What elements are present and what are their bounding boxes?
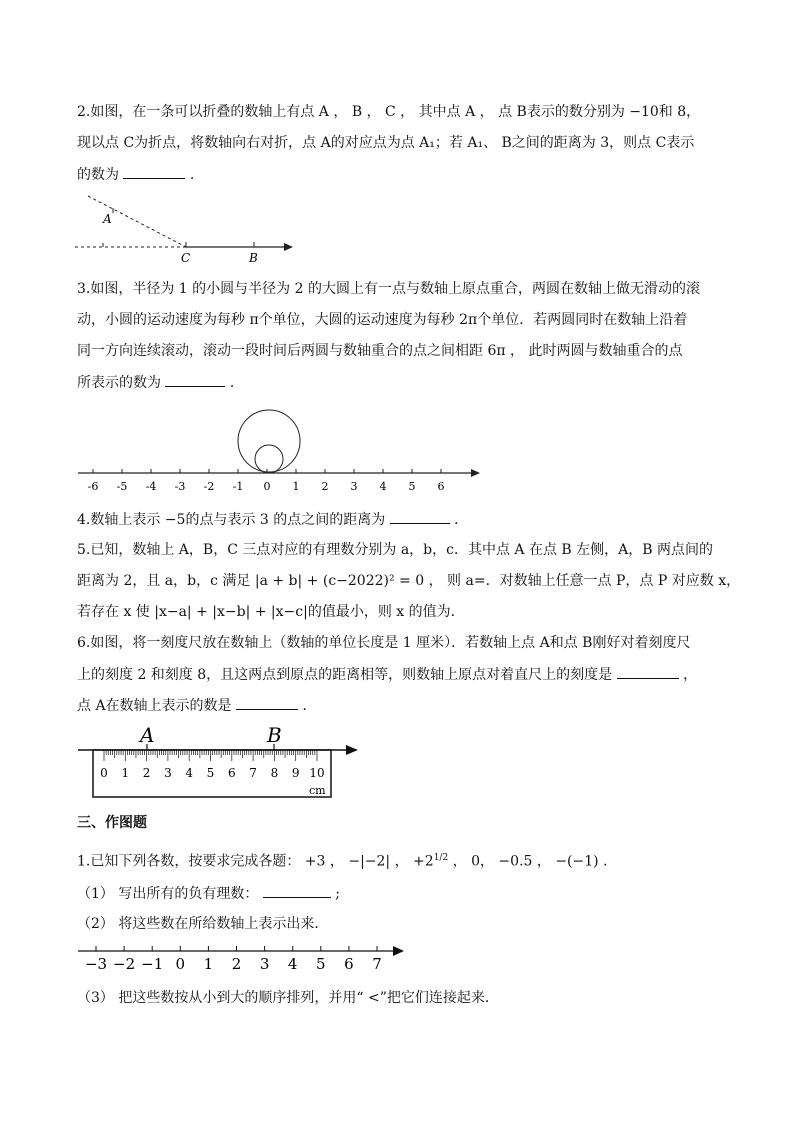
d1-intro-rest: ， 0， −0.5 ， −(−1) ． — [452, 853, 618, 870]
ruler-number: 2 — [142, 766, 151, 780]
ruler-number: 10 — [309, 766, 325, 780]
ruler-number: 4 — [185, 766, 194, 780]
ruler-label-a: A — [140, 723, 155, 747]
q3-line4-suffix: ． — [229, 375, 244, 391]
ruler-number: 9 — [291, 766, 300, 780]
section-title: 三、作图题 — [77, 815, 147, 831]
axis-tick-label: -2 — [203, 480, 215, 493]
ruler-number: 7 — [249, 766, 257, 780]
axis-tick-label: −3 — [84, 955, 108, 973]
q3-line1: 3.如图，半径为 1 的小圆与半径为 2 的大圆上有一点与数轴上原点重合，两圆在数轴上做无滑动的滚 — [77, 281, 700, 297]
d1-part1-suffix: ; — [335, 886, 340, 902]
axis-tick-label: -4 — [145, 480, 157, 493]
axis-tick-label: 5 — [408, 480, 416, 493]
axis-tick-label: -6 — [87, 480, 99, 493]
q2-label-a: A — [103, 212, 112, 226]
q3-line3: 同一方向连续滚动，滚动一段时间后两圆与数轴重合的点之间相距 6π ， 此时两圆与数轴重合的点 — [77, 343, 683, 359]
q6-line1: 6.如图，将一刻度尺放在数轴上（数轴的单位长度是 1 厘米）．若数轴上点 A和点 B刚好对着刻度尺 — [77, 635, 691, 651]
axis-tick-label: 0 — [263, 480, 271, 493]
q2-label-c: C — [181, 251, 191, 265]
ruler-number: 6 — [227, 766, 236, 780]
q6-line2-suffix: ， — [683, 667, 698, 683]
ruler-number: 8 — [270, 766, 279, 780]
d1-part3: （3） 把这些数按从小到大的顺序排列，并用“ <”把它们连接起来． — [77, 990, 499, 1006]
axis-tick-label: 6 — [437, 480, 445, 493]
axis-tick-label: -3 — [174, 480, 186, 493]
q3-line4-prefix: 所表示的数为 — [77, 375, 161, 391]
mixed-fraction: 1/2 — [433, 853, 449, 863]
axis-tick-label: 2 — [321, 480, 329, 493]
axis-tick-label: -1 — [232, 480, 244, 493]
axis-tick-label: 4 — [379, 480, 387, 493]
q6-line2-prefix: 上的刻度 2 和刻度 8，且这两点到原点的距离相等，则数轴上原点对着直尺上的刻度是 — [77, 667, 613, 683]
axis-tick-label: -5 — [116, 480, 128, 493]
ruler-unit: cm — [309, 784, 326, 797]
q2-line3-prefix: 的数为 — [77, 167, 119, 183]
axis-tick-label: 3 — [350, 480, 358, 493]
d1-part1-prefix: （1） 写出所有的负有理数： — [77, 886, 259, 902]
axis-tick-label: 7 — [372, 955, 382, 973]
axis-tick-label: 6 — [344, 955, 354, 973]
q2-label-b: B — [249, 251, 258, 265]
axis-tick-label: 1 — [292, 480, 300, 493]
d1-part2: （2） 将这些数在所给数轴上表示出来． — [77, 916, 329, 932]
axis-tick-label: 5 — [316, 955, 326, 973]
q5-line2: 距离为 2，且 a，b，c 满足 |a + b| + (c−2022)² = 0 ， 则 a=．对数轴上任意一点 P，点 P 对应数 x， — [77, 573, 741, 589]
d1-intro-text: 1.已知下列各数，按要求完成各题： +3 ， −|−2| ， +2 — [77, 853, 434, 870]
axis-tick-label: 3 — [259, 955, 270, 973]
q6-line3-suffix: ． — [302, 698, 317, 714]
axis-tick-label: 1 — [203, 955, 214, 973]
axis-tick-label: −1 — [141, 955, 164, 973]
ruler-number: 3 — [164, 766, 172, 780]
q3-line2: 动，小圆的运动速度为每秒 π个单位，大圆的运动速度为每秒 2π个单位．若两圆同时在数轴上沿着 — [77, 312, 688, 328]
ruler-number: 5 — [206, 766, 215, 780]
q2-line2: 现以点 C为折点，将数轴向右对折，点 A的对应点为点 A₁；若 A₁、 B之间的距离为 3，则点 C表示 — [77, 135, 695, 151]
q4-suffix: ． — [454, 512, 469, 528]
q2-line3-suffix: . — [189, 167, 195, 183]
axis-tick-label: −2 — [113, 955, 136, 973]
ruler-number: 0 — [100, 766, 108, 780]
axis-tick-label: 2 — [231, 955, 242, 973]
ruler-label-b: B — [267, 723, 282, 747]
q5-line3: 若存在 x 使 |x−a| + |x−b| + |x−c|的值最小，则 x 的值为． — [77, 604, 465, 620]
axis-tick-label: 4 — [287, 955, 298, 973]
ruler-number: 1 — [121, 766, 130, 780]
q5-line1: 5.已知，数轴上 A，B，C 三点对应的有理数分别为 a，b，c．其中点 A 在点 B 左侧，A，B 两点间的 — [77, 542, 714, 558]
q4-prefix: 4.数轴上表示 −5的点与表示 3 的点之间的距离为 — [77, 512, 386, 528]
axis-tick-label: 0 — [175, 955, 186, 973]
q6-line3-prefix: 点 A在数轴上表示的数是 — [77, 698, 232, 714]
q2-line1: 2.如图，在一条可以折叠的数轴上有点 A ， B ， C ， 其中点 A ， 点 B表示的数分别为 −10和 8， — [77, 104, 701, 120]
